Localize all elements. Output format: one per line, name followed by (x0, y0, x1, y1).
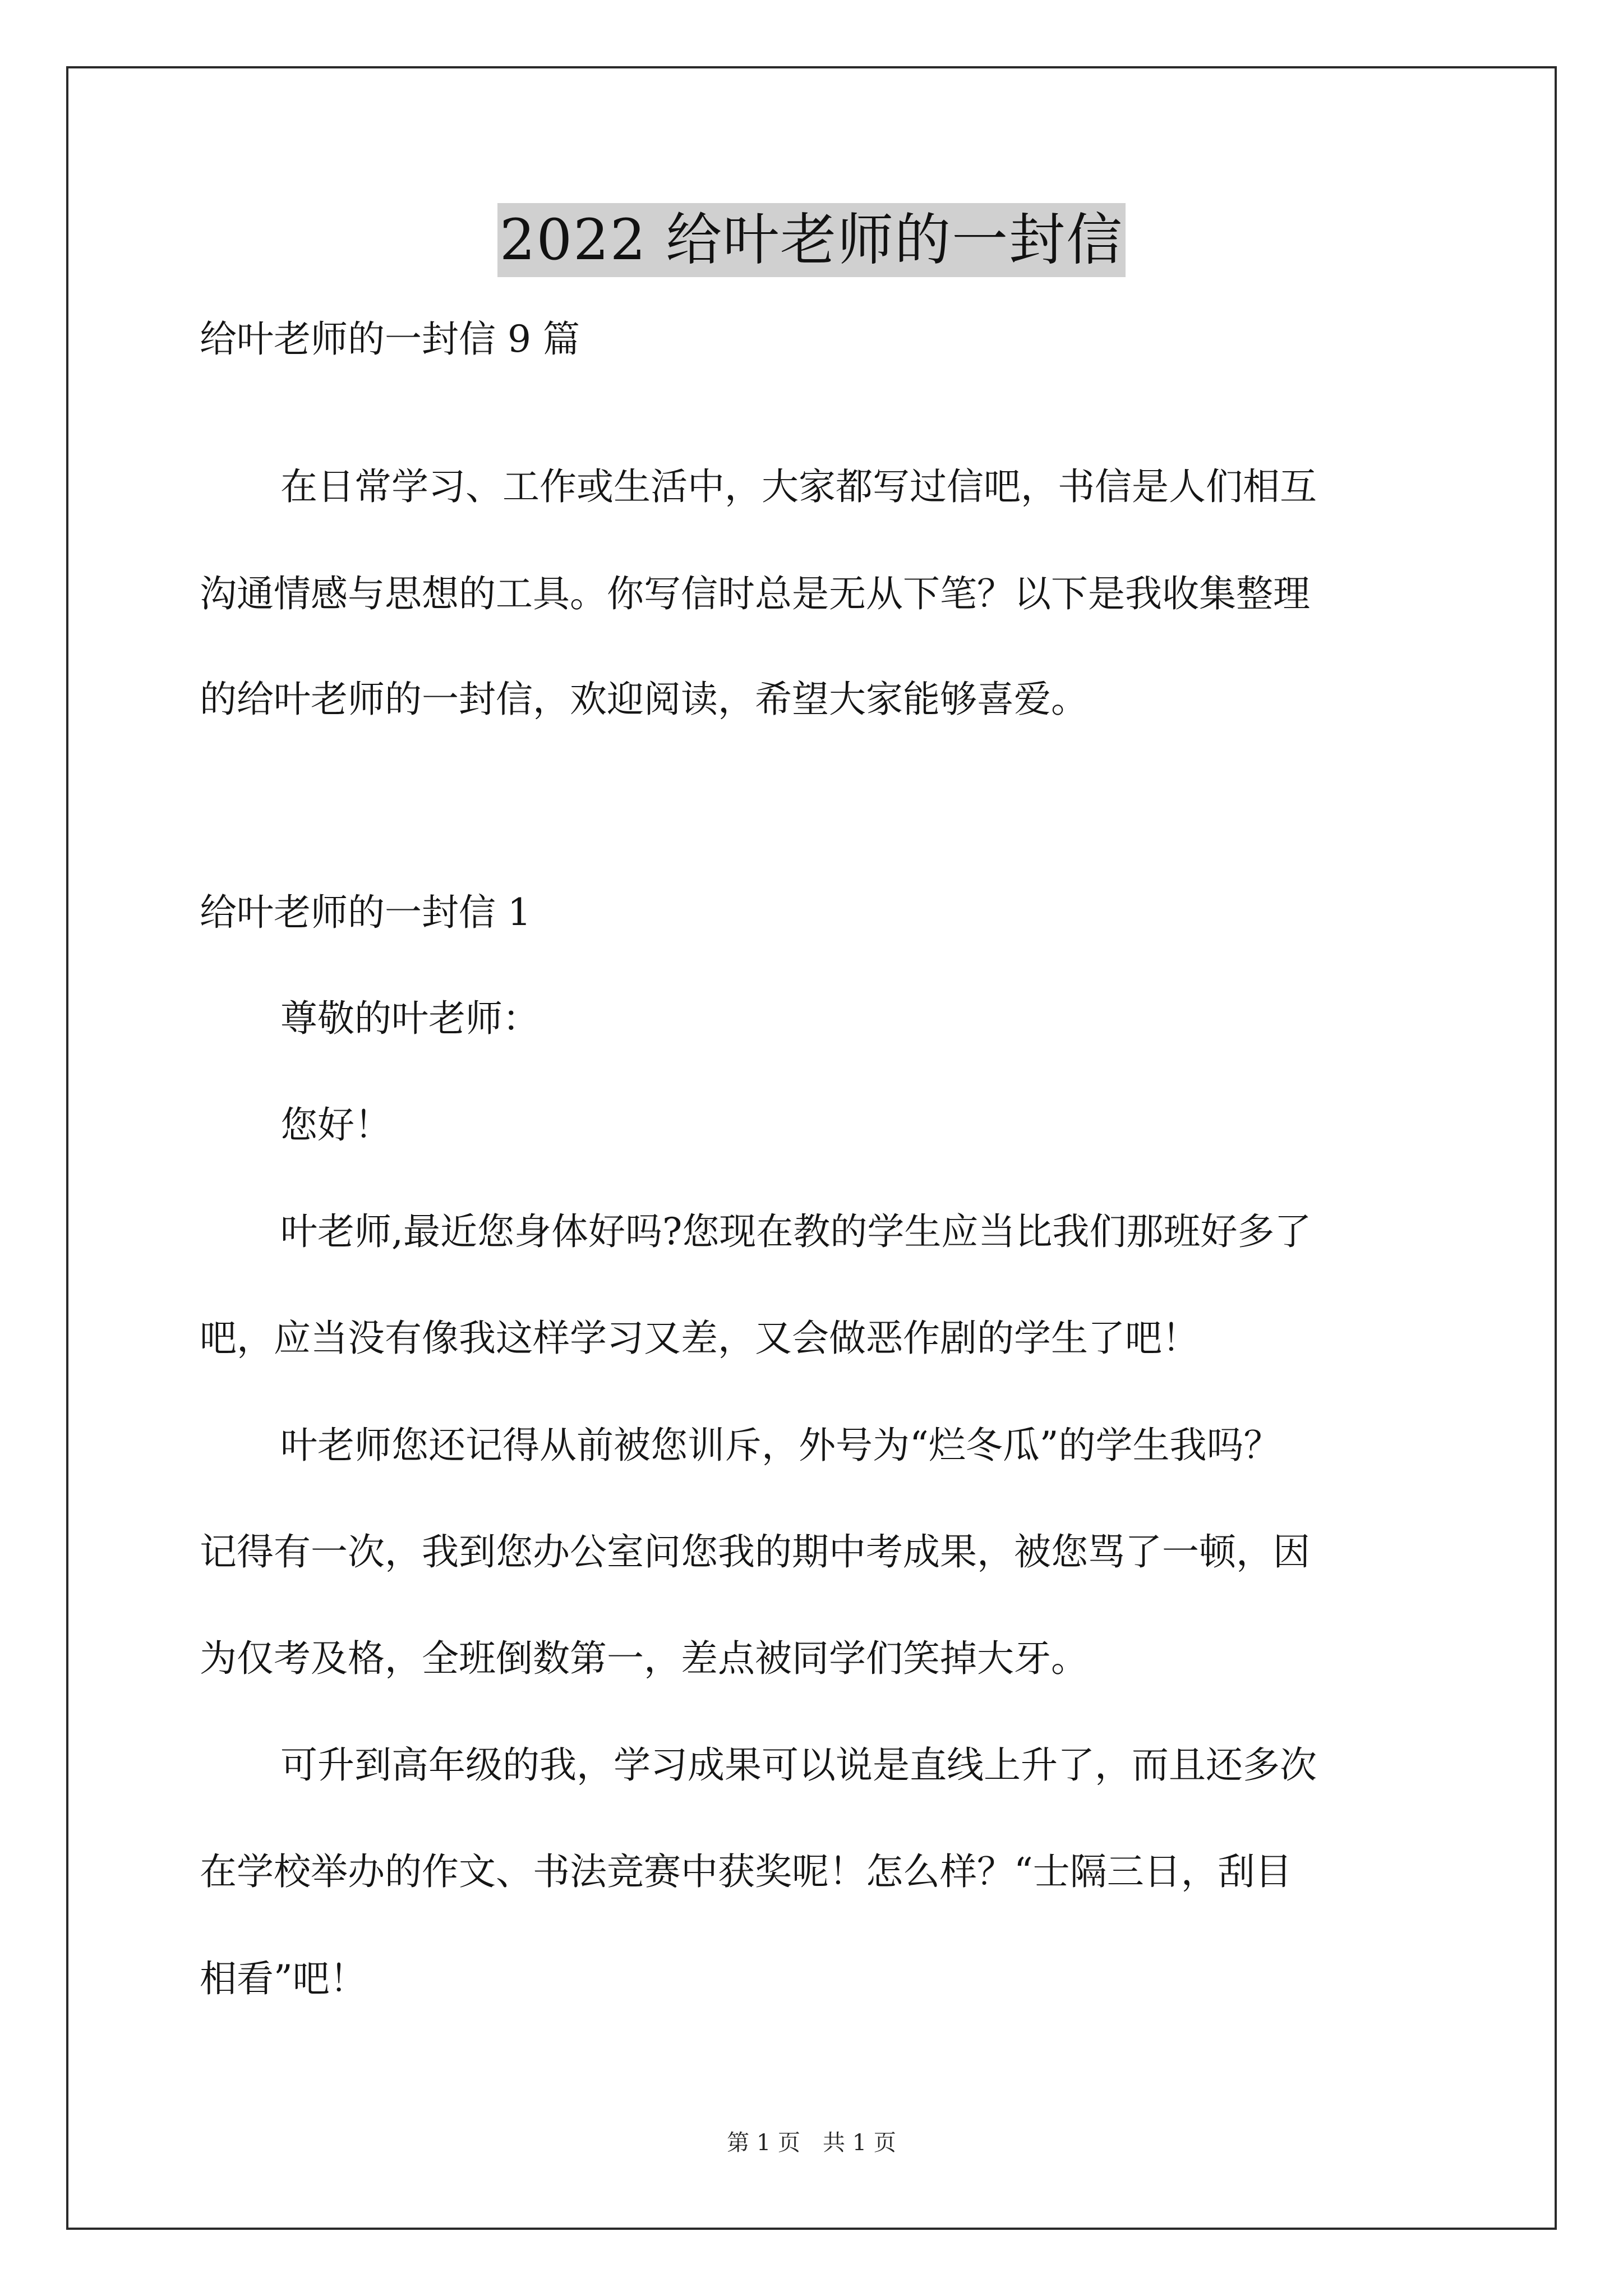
paragraph-1-line-2: 吧，应当没有像我这样学习又差，又会做恶作剧的学生了吧！ (200, 1317, 1199, 1360)
paragraph-3-line-3: 相看”吧！ (200, 1957, 367, 2000)
section-heading: 给叶老师的一封信 1 (200, 891, 531, 934)
page-border (66, 66, 1557, 2230)
greeting: 您好！ (280, 1103, 391, 1147)
paragraph-1-line-1: 叶老师,最近您身体好吗?您现在教的学生应当比我们那班好多了 (280, 1210, 1312, 1253)
paragraph-2-line-2: 记得有一次，我到您办公室问您我的期中考成果，被您骂了一顿，因 (200, 1530, 1310, 1573)
intro-line-2: 沟通情感与思想的工具。你写信时总是无从下笔？以下是我收集整理 (200, 572, 1310, 615)
subtitle: 给叶老师的一封信 9 篇 (200, 318, 580, 361)
document-title: 2022 给叶老师的一封信 (497, 203, 1126, 277)
salutation: 尊敬的叶老师： (280, 997, 540, 1040)
intro-line-1: 在日常学习、工作或生活中，大家都写过信吧，书信是人们相互 (280, 465, 1317, 508)
paragraph-2-line-3: 为仅考及格，全班倒数第一，差点被同学们笑掉大牙。 (200, 1637, 1088, 1680)
paragraph-2-line-1: 叶老师您还记得从前被您训斥，外号为“烂冬瓜”的学生我吗？ (280, 1424, 1281, 1467)
page-footer: 第 1 页 共 1 页 (727, 2130, 896, 2156)
paragraph-3-line-2: 在学校举办的作文、书法竞赛中获奖呢！怎么样？“士隔三日，刮目 (200, 1850, 1292, 1893)
title-container (0, 203, 1623, 277)
paragraph-3-line-1: 可升到高年级的我，学习成果可以说是直线上升了，而且还多次 (280, 1743, 1317, 1787)
intro-line-3: 的给叶老师的一封信，欢迎阅读，希望大家能够喜爱。 (200, 678, 1088, 721)
